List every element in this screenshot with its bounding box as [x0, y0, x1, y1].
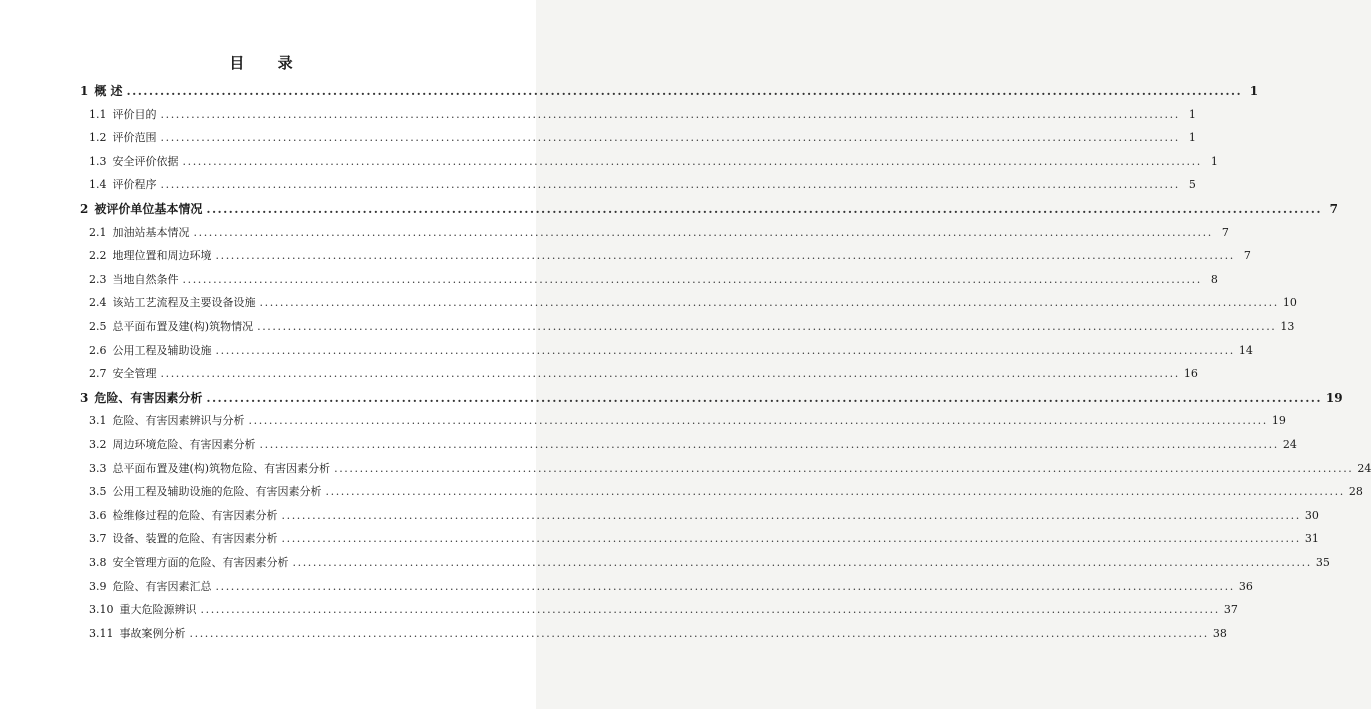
toc-section-entry [89, 412, 1286, 430]
toc-section-entry [89, 483, 1363, 501]
toc-entry-label: 安全管理 [112, 367, 157, 381]
toc-entry-page-number: 19 [1325, 390, 1343, 405]
toc-entry-number: 3 [80, 390, 89, 405]
toc-leader-dots: ........................................................................................................................................................................................................ [281, 532, 1301, 546]
toc-section-entry [89, 530, 1319, 548]
toc-entry-page-number: 16 [1183, 367, 1198, 381]
toc-entry-label: 事故案例分析 [119, 626, 186, 640]
toc-entry-label: 概 述 [94, 84, 123, 98]
toc-entry-page-number: 37 [1223, 603, 1238, 617]
toc-leader-dots: ........................................................................................................................................................................................................ [215, 249, 1235, 263]
toc-entry-page-number: 14 [1238, 343, 1253, 357]
toc-section-entry [89, 460, 1371, 478]
toc-entry-label: 总平面布置及建(构)筑物情况 [112, 320, 254, 333]
toc-entry-label: 周边环境危险、有害因素分析 [112, 438, 256, 451]
toc-section-entry [89, 342, 1253, 360]
toc-entry-label: 危险、有害因素辨识与分析 [112, 414, 245, 428]
toc-section-entry [89, 601, 1238, 619]
toc-entry-number: 3.5 [89, 485, 107, 499]
toc-title: 目 录 [229, 54, 307, 72]
toc-leader-dots: ........................................................................................................................................................................................................ [215, 579, 1235, 593]
toc-section-entry [89, 365, 1198, 383]
toc-entry-page-number: 8 [1210, 272, 1218, 286]
toc-chapter-entry [80, 200, 1338, 218]
toc-entry-label: 总平面布置及建(构)筑物危险、有害因素分析 [112, 461, 331, 475]
toc-entry-number: 3.3 [89, 461, 107, 475]
toc-section-entry [89, 294, 1297, 312]
toc-entry-label: 该站工艺流程及主要设备设施 [112, 296, 256, 310]
toc-entry-label: 被评价单位基本情况 [94, 202, 203, 216]
toc-entry-number: 3.1 [89, 414, 107, 428]
toc-leader-dots: ........................................................................................................................................................................................................ [126, 84, 1243, 98]
toc-entry-label: 评价目的 [112, 107, 157, 121]
toc-entry-page-number: 7 [1221, 225, 1229, 239]
toc-section-entry [89, 625, 1227, 643]
toc-leader-dots: ........................................................................................................................................................................................................ [292, 556, 1312, 569]
toc-leader-dots: ........................................................................................................................................................................................................ [160, 367, 1180, 381]
toc-entry-number: 3.10 [89, 603, 114, 617]
toc-entry-number: 3.11 [89, 626, 114, 640]
toc-chapter-entry [80, 82, 1259, 100]
toc-entry-page-number: 5 [1188, 178, 1196, 192]
toc-leader-dots: ........................................................................................................................................................................................................ [281, 508, 1301, 522]
toc-entry-page-number: 1 [1210, 154, 1218, 168]
toc-entry-page-number: 24 [1282, 438, 1297, 451]
toc-entry-label: 危险、有害因素分析 [94, 390, 203, 405]
toc-entry-number: 1.3 [89, 154, 107, 168]
toc-leader-dots: ........................................................................................................................................................................................................ [182, 154, 1202, 168]
toc-entry-page-number: 24 [1357, 461, 1371, 475]
toc-entry-label: 危险、有害因素汇总 [112, 579, 212, 593]
toc-entry-label: 评价程序 [112, 178, 157, 192]
toc-entry-number: 3.7 [89, 532, 107, 546]
toc-section-entry [89, 507, 1319, 525]
toc-section-entry [89, 106, 1196, 124]
toc-section-entry [89, 271, 1218, 289]
toc-entry-number: 3.2 [89, 438, 107, 451]
toc-entry-label: 公用工程及辅助设施 [112, 343, 212, 357]
toc-leader-dots: ........................................................................................................................................................................................................ [259, 296, 1279, 310]
toc-entry-label: 重大危险源辨识 [119, 603, 197, 617]
toc-entry-page-number: 10 [1282, 296, 1297, 310]
toc-leader-dots: ........................................................................................................................................................................................................ [206, 202, 1322, 216]
toc-leader-dots: ........................................................................................................................................................................................................ [189, 626, 1209, 640]
toc-entry-number: 1.4 [89, 178, 107, 192]
toc-entry-number: 1 [80, 84, 89, 98]
toc-leader-dots: ........................................................................................................................................................................................................ [200, 603, 1220, 617]
toc-entry-number: 3.9 [89, 579, 107, 593]
toc-entry-number: 2.2 [89, 249, 107, 263]
toc-entry-label: 当地自然条件 [112, 272, 179, 286]
toc-entry-number: 2.1 [89, 225, 107, 239]
toc-section-entry [89, 224, 1229, 242]
toc-chapter-entry [80, 389, 1343, 407]
toc-leader-dots: ........................................................................................................................................................................................................ [248, 414, 1268, 428]
toc-leader-dots: ........................................................................................................................................................................................................ [257, 320, 1277, 333]
toc-leader-dots: ........................................................................................................................................................................................................ [160, 107, 1180, 121]
toc-entry-page-number: 35 [1315, 556, 1330, 569]
toc-leader-dots: ........................................................................................................................................................................................................ [193, 225, 1213, 239]
toc-entry-label: 地理位置和周边环境 [112, 249, 212, 263]
toc-entry-number: 2.3 [89, 272, 107, 286]
toc-entry-label: 安全管理方面的危险、有害因素分析 [112, 556, 289, 569]
toc-entry-label: 设备、装置的危险、有害因素分析 [112, 532, 278, 546]
toc-entry-number: 1.2 [89, 131, 107, 145]
toc-entry-label: 安全评价依据 [112, 154, 179, 168]
toc-entry-label: 加油站基本情况 [112, 225, 190, 239]
toc-leader-dots: ........................................................................................................................................................................................................ [160, 178, 1180, 192]
toc-entry-number: 2 [80, 202, 89, 216]
toc-leader-dots: ........................................................................................................................................................................................................ [334, 461, 1354, 475]
toc-section-entry [89, 129, 1196, 147]
toc-entry-page-number: 7 [1243, 249, 1251, 263]
toc-entry-number: 2.6 [89, 343, 107, 357]
toc-section-entry [89, 436, 1297, 454]
toc-entry-page-number: 28 [1348, 485, 1363, 499]
toc-entry-number: 3.8 [89, 556, 107, 569]
toc-entry-page-number: 36 [1238, 579, 1253, 593]
toc-entry-label: 公用工程及辅助设施的危险、有害因素分析 [112, 485, 322, 499]
toc-section-entry [89, 554, 1330, 572]
toc-entry-number: 2.5 [89, 320, 107, 333]
toc-leader-dots: ........................................................................................................................................................................................................ [206, 390, 1322, 405]
toc-entry-number: 3.6 [89, 508, 107, 522]
toc-entry-page-number: 1 [1188, 131, 1196, 145]
toc-entry-page-number: 31 [1304, 532, 1319, 546]
toc-section-entry [89, 318, 1295, 336]
toc-entry-page-number: 13 [1280, 320, 1295, 333]
toc-entry-number: 2.7 [89, 367, 107, 381]
toc-leader-dots: ........................................................................................................................................................................................................ [259, 438, 1279, 451]
toc-section-entry [89, 247, 1251, 265]
toc-leader-dots: ........................................................................................................................................................................................................ [160, 131, 1180, 145]
toc-entry-page-number: 7 [1329, 202, 1338, 216]
toc-entry-number: 1.1 [89, 107, 107, 121]
toc-section-entry [89, 578, 1253, 596]
toc-entry-label: 检维修过程的危险、有害因素分析 [112, 508, 278, 522]
toc-entry-page-number: 38 [1212, 626, 1227, 640]
toc-entry-number: 2.4 [89, 296, 107, 310]
toc-entry-page-number: 19 [1271, 414, 1286, 428]
toc-leader-dots: ........................................................................................................................................................................................................ [215, 343, 1235, 357]
toc-entry-page-number: 30 [1304, 508, 1319, 522]
toc-entry-label: 评价范围 [112, 131, 157, 145]
toc-entry-page-number: 1 [1188, 107, 1196, 121]
toc-section-entry [89, 176, 1196, 194]
toc-leader-dots: ........................................................................................................................................................................................................ [325, 485, 1345, 499]
toc-leader-dots: ........................................................................................................................................................................................................ [182, 272, 1202, 286]
toc-entry-page-number: 1 [1249, 84, 1259, 98]
toc-section-entry [89, 153, 1218, 171]
